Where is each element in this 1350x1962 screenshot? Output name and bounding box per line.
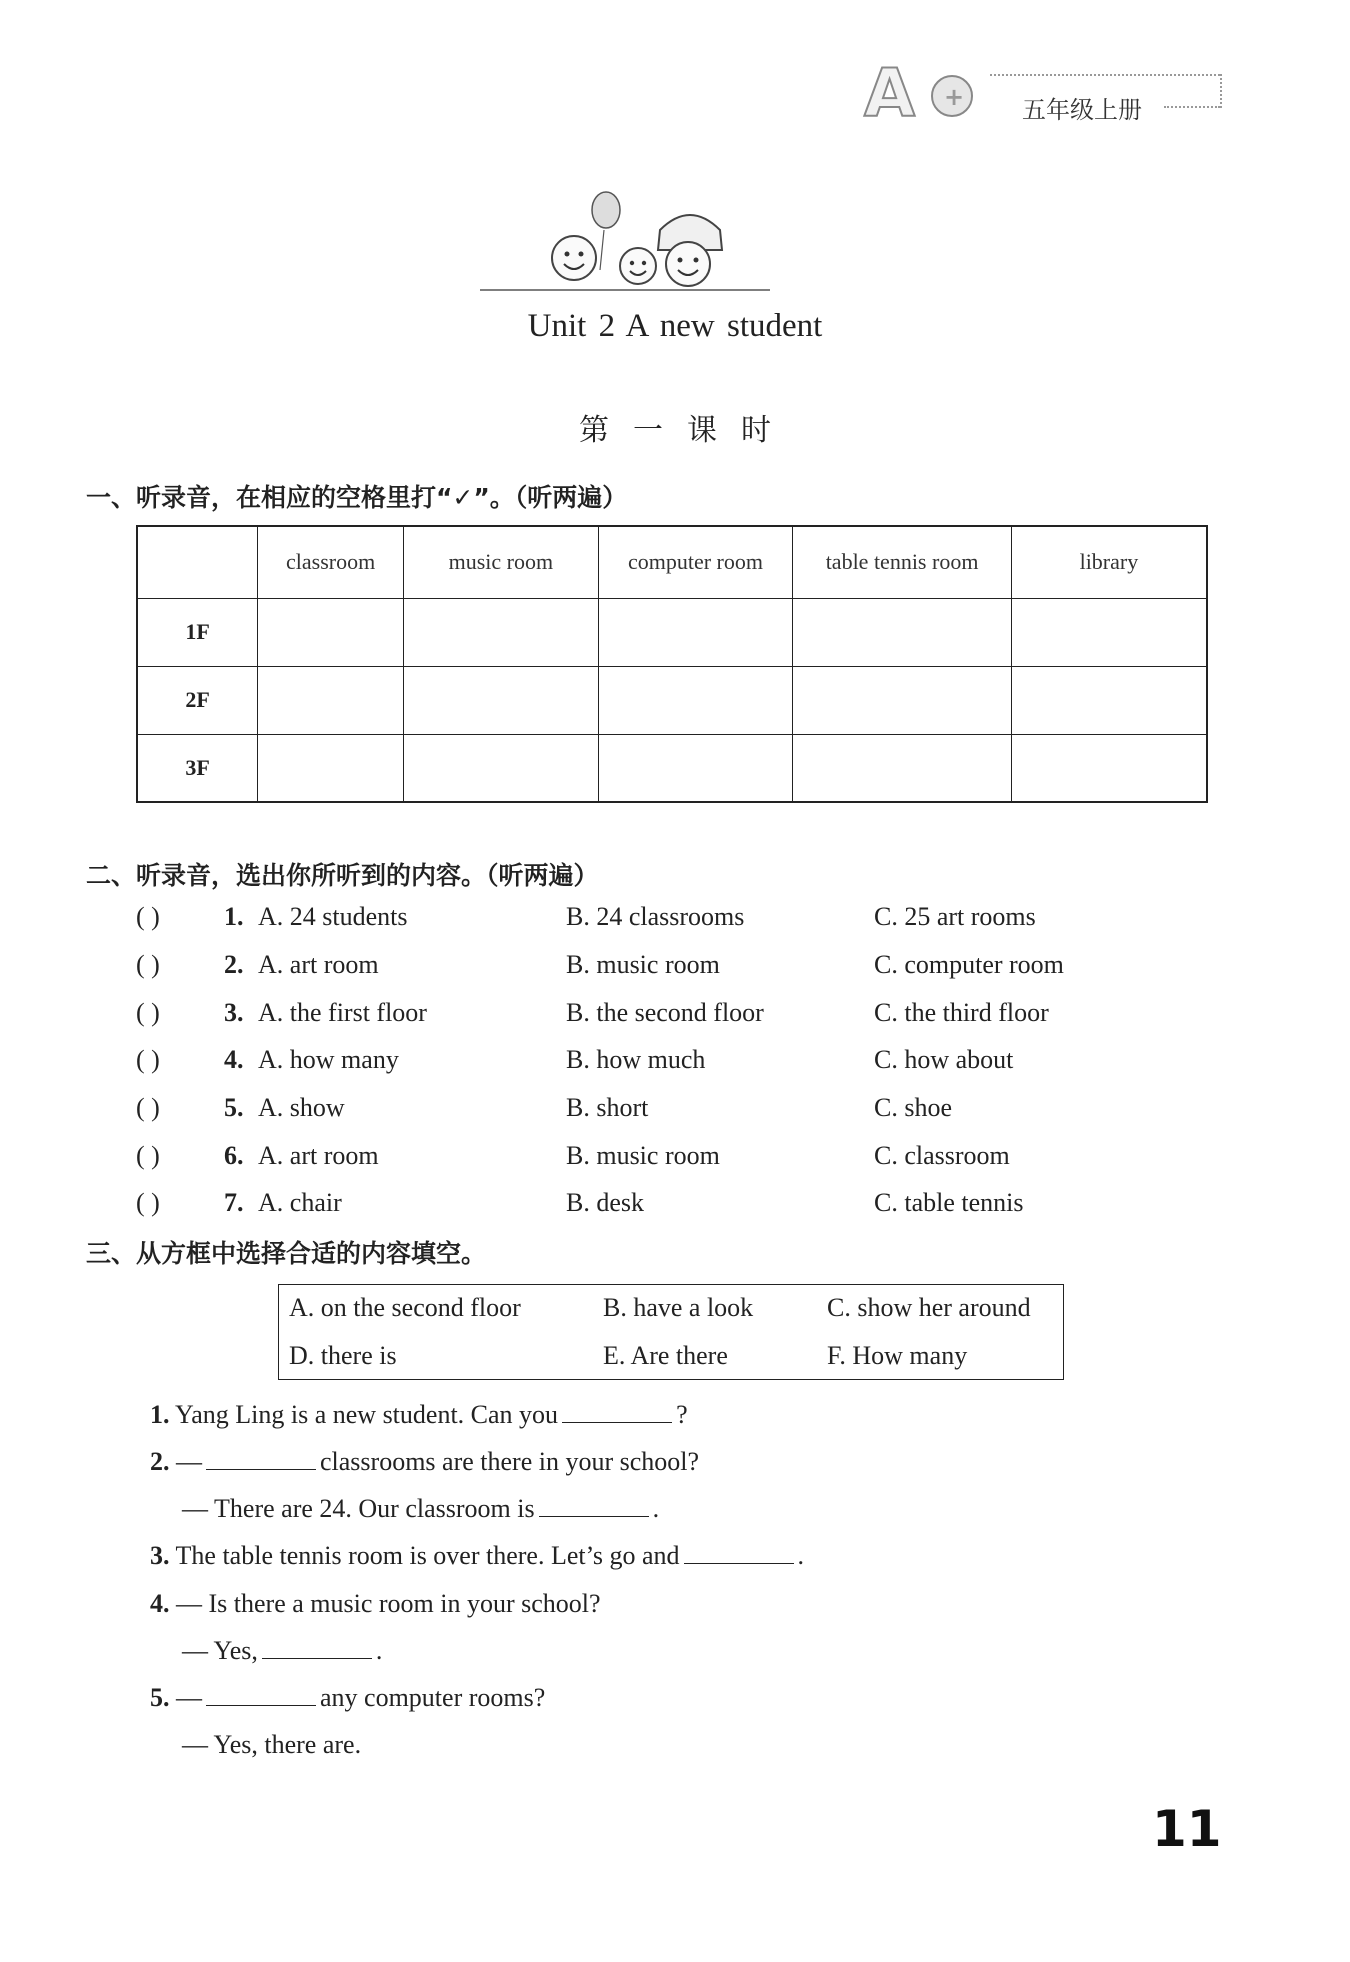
- answer-cell[interactable]: [404, 666, 599, 734]
- item-text: ?: [676, 1400, 688, 1429]
- answer-paren[interactable]: ( ): [136, 902, 160, 931]
- answer-cell[interactable]: [793, 598, 1012, 666]
- item-number: 1.: [150, 1400, 170, 1429]
- header-decoration: [990, 74, 1220, 76]
- word-option: C. show her around: [827, 1293, 1031, 1322]
- column-header: computer room: [598, 526, 793, 598]
- floor-room-table: [136, 525, 1208, 803]
- question-number: 5.: [224, 1093, 244, 1122]
- fill-item: [150, 1400, 688, 1430]
- question-row: [136, 1045, 1136, 1085]
- svg-text:+: +: [944, 83, 965, 111]
- option-a: A. chair: [258, 1188, 342, 1217]
- option-a: A. show: [258, 1093, 345, 1122]
- option-b: B. 24 classrooms: [566, 902, 745, 931]
- answer-cell[interactable]: [258, 734, 404, 802]
- option-b: B. music room: [566, 950, 720, 979]
- fill-item: [150, 1541, 804, 1571]
- option-b: B. desk: [566, 1188, 644, 1217]
- fill-item-response: [182, 1494, 659, 1524]
- table-row: [137, 734, 1207, 802]
- word-option: A. on the second floor: [289, 1293, 521, 1322]
- option-b: B. the second floor: [566, 998, 764, 1027]
- option-c: C. computer room: [874, 950, 1064, 979]
- column-header: table tennis room: [793, 526, 1012, 598]
- item-text: — Yes, there are.: [182, 1730, 362, 1759]
- answer-blank[interactable]: [684, 1542, 794, 1564]
- answer-blank[interactable]: [206, 1684, 316, 1706]
- fill-item-response: [182, 1636, 382, 1666]
- header-decoration: [1220, 74, 1222, 108]
- table-corner-cell: [137, 526, 258, 598]
- question-number: 1.: [224, 902, 244, 931]
- row-label: 1F: [137, 598, 258, 666]
- brand-logo: [860, 50, 990, 130]
- question-row: [136, 902, 1136, 942]
- item-text: .: [375, 1636, 383, 1665]
- answer-cell[interactable]: [1011, 598, 1207, 666]
- option-c: C. classroom: [874, 1141, 1010, 1170]
- item-text: —: [176, 1683, 202, 1712]
- option-c: C. 25 art rooms: [874, 902, 1036, 931]
- word-option: E. Are there: [603, 1341, 728, 1370]
- answer-paren[interactable]: ( ): [136, 950, 160, 979]
- answer-cell[interactable]: [793, 666, 1012, 734]
- answer-paren[interactable]: ( ): [136, 1188, 160, 1217]
- table-row: [137, 666, 1207, 734]
- column-header: library: [1011, 526, 1207, 598]
- section1-title: 一、听录音，在相应的空格里打“✓”。（听两遍）: [86, 483, 628, 512]
- answer-cell[interactable]: [404, 598, 599, 666]
- question-row: [136, 998, 1136, 1038]
- option-a: A. the first floor: [258, 998, 427, 1027]
- answer-paren[interactable]: ( ): [136, 1045, 160, 1074]
- header-decoration: [1164, 106, 1220, 108]
- answer-blank[interactable]: [206, 1448, 316, 1470]
- answer-blank[interactable]: [262, 1637, 372, 1659]
- answer-blank[interactable]: [539, 1495, 649, 1517]
- unit-title: Unit 2 A new student: [527, 308, 823, 344]
- option-a: A. how many: [258, 1045, 399, 1074]
- option-b: B. how much: [566, 1045, 706, 1074]
- option-b: B. short: [566, 1093, 649, 1122]
- item-text: — Yes,: [182, 1636, 258, 1665]
- item-number: 4.: [150, 1589, 170, 1618]
- section3-title: 三、从方框中选择合适的内容填空。: [86, 1239, 487, 1268]
- question-row: [136, 1188, 1136, 1228]
- question-number: 2.: [224, 950, 244, 979]
- question-number: 4.: [224, 1045, 244, 1074]
- question-number: 3.: [224, 998, 244, 1027]
- answer-cell[interactable]: [1011, 734, 1207, 802]
- answer-cell[interactable]: [258, 666, 404, 734]
- answer-cell[interactable]: [598, 666, 793, 734]
- option-a: A. 24 students: [258, 902, 408, 931]
- item-text: .: [797, 1541, 804, 1570]
- answer-cell[interactable]: [404, 734, 599, 802]
- word-option: D. there is: [289, 1341, 397, 1370]
- answer-paren[interactable]: ( ): [136, 1141, 160, 1170]
- children-illustration: [480, 190, 780, 300]
- row-label: 2F: [137, 666, 258, 734]
- item-text: classrooms are there in your school?: [320, 1447, 700, 1476]
- option-a: A. art room: [258, 950, 379, 979]
- item-text: Yang Ling is a new student. Can you: [175, 1400, 559, 1429]
- option-a: A. art room: [258, 1141, 379, 1170]
- column-header: music room: [404, 526, 599, 598]
- svg-text:A: A: [864, 55, 916, 130]
- column-header: classroom: [258, 526, 404, 598]
- item-text: The table tennis room is over there. Let’s go and: [175, 1541, 680, 1570]
- answer-cell[interactable]: [793, 734, 1012, 802]
- item-text: .: [652, 1494, 660, 1523]
- item-text: — Is there a music room in your school?: [176, 1589, 601, 1618]
- fill-item: [150, 1447, 699, 1477]
- answer-cell[interactable]: [258, 598, 404, 666]
- item-number: 5.: [150, 1683, 170, 1712]
- item-text: any computer rooms?: [320, 1683, 546, 1712]
- table-header-row: [137, 526, 1207, 598]
- answer-paren[interactable]: ( ): [136, 998, 160, 1027]
- answer-cell[interactable]: [1011, 666, 1207, 734]
- answer-cell[interactable]: [598, 598, 793, 666]
- fill-item: [150, 1589, 601, 1619]
- grade-label: 五年级上册: [1022, 96, 1142, 124]
- option-c: C. table tennis: [874, 1188, 1024, 1217]
- table-row: [137, 598, 1207, 666]
- answer-blank[interactable]: [562, 1401, 672, 1423]
- question-row: [136, 1093, 1136, 1133]
- option-b: B. music room: [566, 1141, 720, 1170]
- question-number: 7.: [224, 1188, 244, 1217]
- option-c: C. the third floor: [874, 998, 1049, 1027]
- fill-item: [150, 1683, 545, 1713]
- item-text: — There are 24. Our classroom is: [182, 1494, 535, 1523]
- question-number: 6.: [224, 1141, 244, 1170]
- answer-paren[interactable]: ( ): [136, 1093, 160, 1122]
- fill-item-response: [182, 1730, 361, 1760]
- question-row: [136, 1141, 1136, 1181]
- word-option: F. How many: [827, 1341, 968, 1370]
- item-number: 3.: [150, 1541, 170, 1570]
- option-c: C. how about: [874, 1045, 1014, 1074]
- answer-cell[interactable]: [598, 734, 793, 802]
- section2-title: 二、听录音，选出你所听到的内容。（听两遍）: [86, 861, 599, 890]
- row-label: 3F: [137, 734, 258, 802]
- question-row: [136, 950, 1136, 990]
- word-option: B. have a look: [603, 1293, 754, 1322]
- option-c: C. shoe: [874, 1093, 952, 1122]
- item-number: 2.: [150, 1447, 170, 1476]
- lesson-title: 第一课时: [579, 413, 795, 448]
- item-text: —: [176, 1447, 202, 1476]
- page-number: 11: [1152, 1800, 1222, 1858]
- options-box: [278, 1284, 1064, 1380]
